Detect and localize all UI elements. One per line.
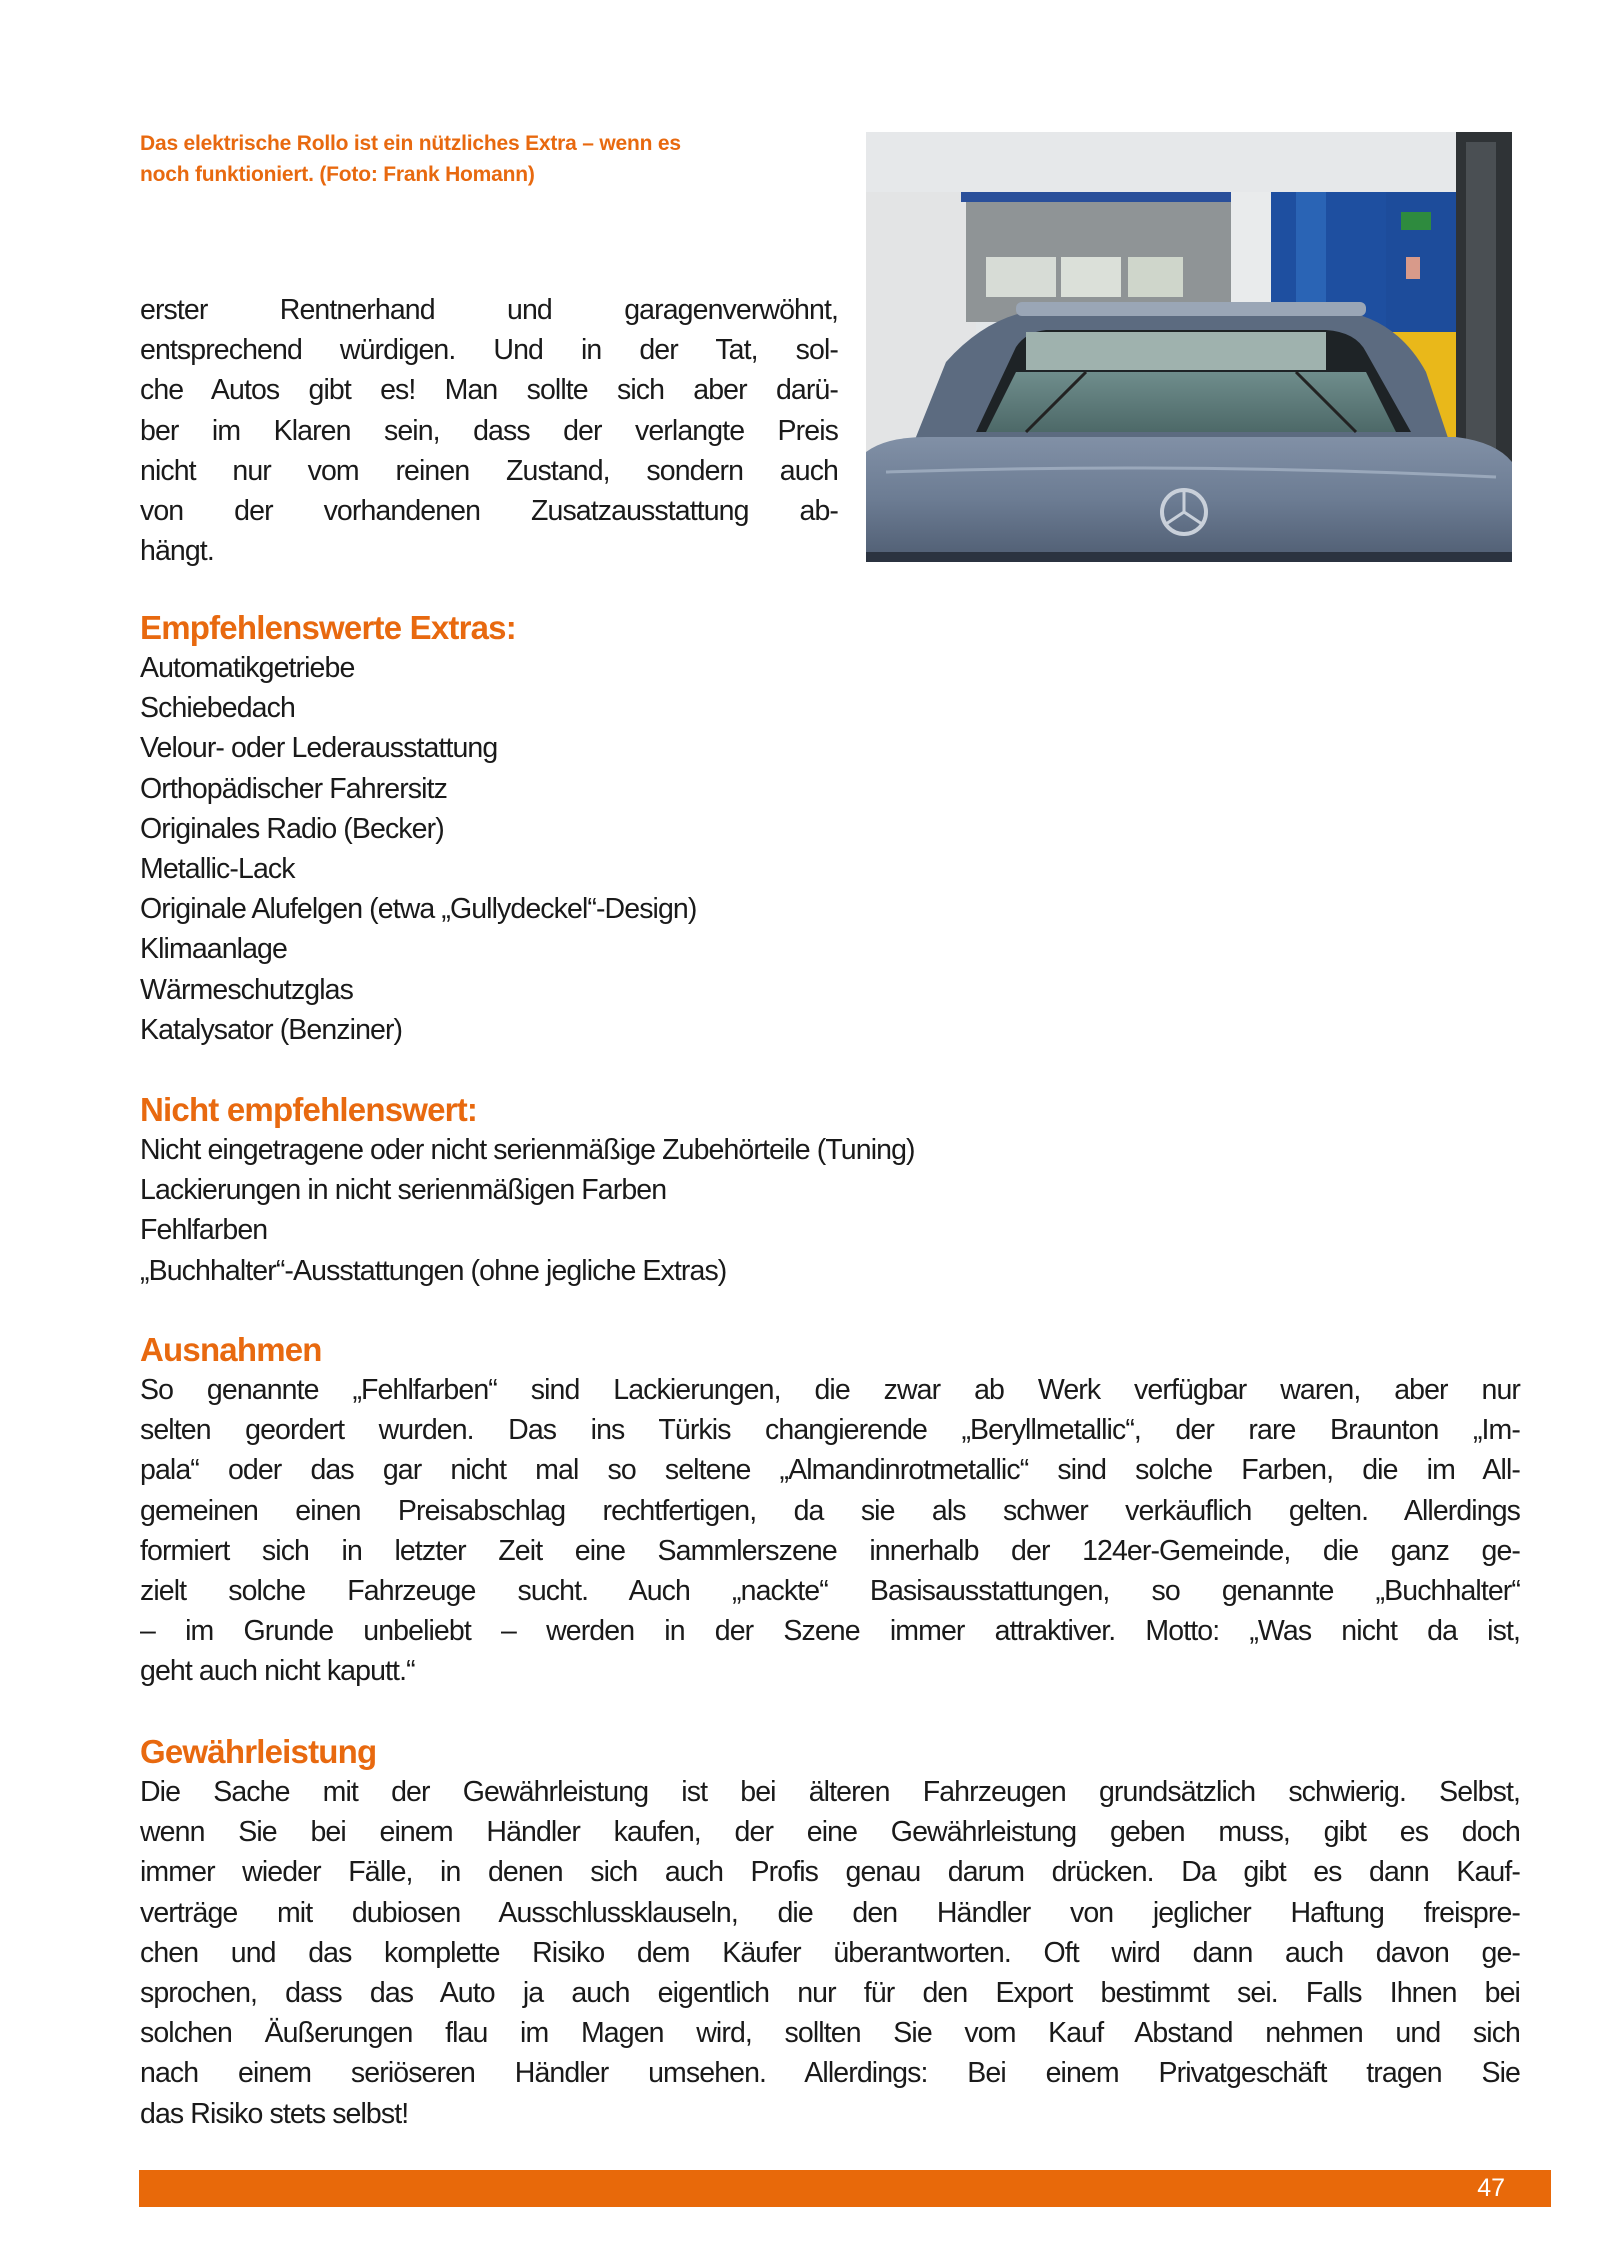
list-item: Velour- oder Lederausstattung [140,732,498,765]
section-heading: Ausnahmen [140,1331,322,1368]
warranty-section [140,1732,1520,2134]
list-item: Metallic-Lack [140,853,295,886]
recommended-extras-section [140,608,1520,1050]
exceptions-section [140,1330,1520,1692]
text-line: wenn Sie bei einem Händler kaufen, der eine Gewährleistung geben muss, gibt es doch [140,1816,1520,1849]
text-line: nicht nur vom reinen Zustand, sondern auch [140,454,838,487]
text-line: – im Grunde unbeliebt – werden in der Szene immer attraktiver. Motto: „Was nicht da ist, [140,1615,1520,1648]
list-item: Automatikgetriebe [140,652,355,684]
list-item: Wärmeschutzglas [140,973,353,1006]
text-line: So genannte „Fehlfarben“ sind Lackierungen, die zwar ab Werk verfügbar waren, aber nur [140,1374,1520,1406]
section-heading: Nicht empfehlenswert: [140,1091,478,1128]
car-photo [866,132,1512,562]
list-item: Orthopädischer Fahrersitz [140,772,447,805]
text-line: chen und das komplette Risiko dem Käufer überantworten. Oft wird dann auch davon ge- [140,1936,1520,1969]
text-line: das Risiko stets selbst! [140,2097,409,2130]
warranty-paragraph [140,1772,1520,2134]
list-item: Fehlfarben [140,1214,268,1247]
list-item: Klimaanlage [140,933,287,966]
list-item: Originales Radio (Becker) [140,812,444,845]
text-line: entsprechend würdigen. Und in der Tat, sol- [140,334,838,367]
text-line: nach einem seriöseren Händler umsehen. Allerdings: Bei einem Privatgeschäft tragen Sie [140,2057,1520,2090]
not-recommended-section [140,1090,1520,1291]
caption-line: Das elektrische Rollo ist ein nützliches Extra – wenn es [140,132,681,155]
section-heading: Gewährleistung [140,1733,377,1770]
text-line: pala“ oder das gar nicht mal so seltene „Almandinrotmetallic“ sind solche Farben, die im All- [140,1454,1520,1487]
text-line: immer wieder Fälle, in denen sich auch Profis genau darum drücken. Da gibt es dann Kauf- [140,1856,1520,1889]
text-line: von der vorhandenen Zusatzausstattung ab- [140,495,838,528]
text-line: erster Rentnerhand und garagenverwöhnt, [140,294,838,326]
text-line: ber im Klaren sein, dass der verlangte Preis [140,414,838,447]
not-recommended-list [140,1130,1520,1291]
text-line: verträge mit dubiosen Ausschlussklauseln, die den Händler von jeglicher Haftung freispre- [140,1896,1520,1929]
text-line: geht auch nicht kaputt.“ [140,1655,415,1688]
page-number: 47 [1477,2174,1505,2202]
list-item: Lackierungen in nicht serienmäßigen Farben [140,1174,667,1207]
list-item: Katalysator (Benziner) [140,1013,403,1046]
text-line: formiert sich in letzter Zeit eine Sammlerszene innerhalb der 124er-Gemeinde, die ganz ge- [140,1534,1520,1567]
footer-bar [139,2170,1551,2207]
list-item: Originale Alufelgen (etwa „Gullydeckel“-Design) [140,893,697,926]
list-item: „Buchhalter“-Ausstattungen (ohne jegliche Extras) [140,1254,727,1287]
text-line: selten geordert wurden. Das ins Türkis changierende „Beryllmetallic“, der rare Braunton „Im- [140,1414,1520,1447]
recommended-list [140,648,1520,1050]
text-line: sprochen, dass das Auto ja auch eigentlich nur für den Export bestimmt sei. Falls Ihnen bei [140,1977,1520,2010]
exceptions-paragraph [140,1370,1520,1692]
mercedes-rear-image [866,132,1512,562]
text-line: hängt. [140,535,214,568]
photo-caption [140,128,840,190]
list-item: Nicht eingetragene oder nicht serienmäßige Zubehörteile (Tuning) [140,1134,915,1166]
caption-line: noch funktioniert. (Foto: Frank Homann) [140,163,535,186]
intro-paragraph [140,290,838,571]
text-line: gemeinen einen Preisabschlag rechtfertigen, da sie als schwer verkäuflich gelten. Allerdings [140,1494,1520,1527]
text-line: solchen Äußerungen flau im Magen wird, sollten Sie vom Kauf Abstand nehmen und sich [140,2017,1520,2050]
text-line: zielt solche Fahrzeuge sucht. Auch „nackte“ Basisausstattungen, so genannte „Buchhalter“ [140,1575,1520,1608]
text-line: che Autos gibt es! Man sollte sich aber darü- [140,374,838,407]
list-item: Schiebedach [140,692,295,725]
section-heading: Empfehlenswerte Extras: [140,609,516,646]
text-line: Die Sache mit der Gewährleistung ist bei älteren Fahrzeugen grundsätzlich schwierig. Selbst, [140,1776,1520,1808]
